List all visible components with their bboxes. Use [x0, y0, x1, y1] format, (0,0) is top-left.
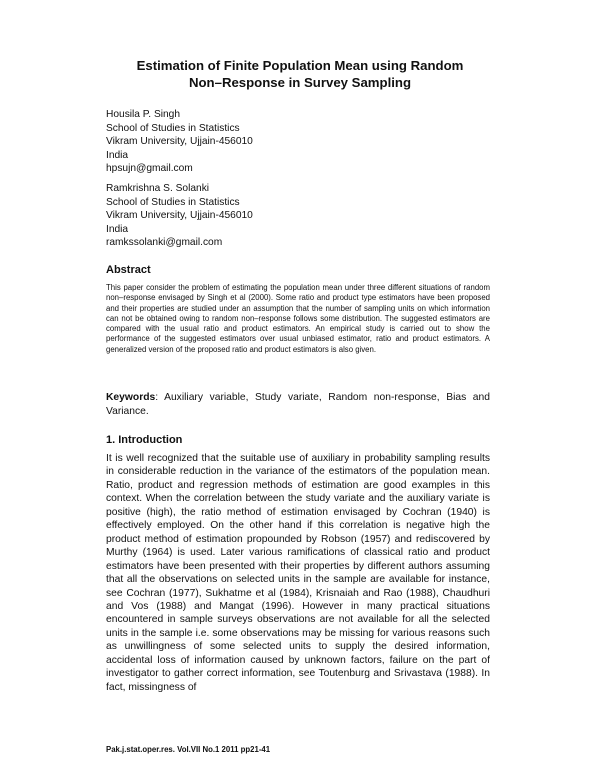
- author-block-1: [106, 108, 406, 176]
- author-university: Vikram University, Ujjain-456010: [106, 210, 253, 222]
- journal-footer: Pak.j.stat.oper.res. Vol.VII No.1 2011 pp21-41: [106, 745, 271, 754]
- author-department: School of Studies in Statistics: [106, 122, 240, 134]
- author-email: hpsujn@gmail.com: [106, 163, 193, 175]
- section-heading-introduction: 1. Introduction: [106, 434, 183, 446]
- paper-title-line-1: Estimation of Finite Population Mean using Random: [136, 58, 464, 73]
- abstract-text: This paper consider the problem of estimating the population mean under three different situations of random non–response envisaged by Singh et al (2000). Some ratio and product type estimators have been proposed and their properties are studied under an assumption that the number of sampling units on which information can not be obtained owing to random non–response follows some distribution. The suggested estimators are compared with the usual ratio and product estimators. An empirical study is carried out to show the performance of the suggested estimators over usual unbiased estimator, ratio and product estimators. A generalized version of the proposed ratio and product estimators is also given.: [106, 283, 490, 354]
- author-block-2: [106, 182, 406, 250]
- keywords-paragraph: [106, 391, 490, 418]
- paper-title-line-2: Non–Response in Survey Sampling: [188, 75, 412, 90]
- keywords-text: : Auxiliary variable, Study variate, Random non-response, Bias and Variance.: [106, 392, 490, 417]
- author-name: Housila P. Singh: [106, 109, 181, 120]
- keywords-label: Keywords: [106, 392, 156, 403]
- author-name: Ramkrishna S. Solanki: [106, 183, 210, 194]
- author-country: India: [106, 223, 129, 235]
- introduction-text: It is well recognized that the suitable use of auxiliary in probability sampling results in considerable reduction in the variance of the estimators of the population mean. Ratio, product and regression methods of estimation are good examples in this context. When the correlation between the study variate and the auxiliary variate is positive (high), the ratio method of estimation envisaged by Cochran (1940) is effectively employed. On the other hand if this correlation is negative high the product method of estimation propounded by Robson (1957) and rediscovered by Murthy (1964) is used. Later various ramifications of classical ratio and product estimators have been presented with their properties by different authors assuming that all the observations on selected units in the sample are available for instance, see Cochran (1977), Sukhatme et al (1984), Krisnaiah and Rao (1988), Chaudhuri and Vos (1988) and Mangat (1996). However in many practical situations encountered in sample surveys observations are not available for all the selected units in the sample i.e. some observations may be missing for various reasons such as unwillingness of some selected units to supply the desired information, accidental loss of information caused by unknown factors, failure on the part of investigator to gather correct information, see Toutenburg and Srivastava (1988). In fact, missingness of: [106, 453, 490, 693]
- abstract-heading: Abstract: [106, 264, 151, 276]
- author-country: India: [106, 149, 129, 161]
- author-university: Vikram University, Ujjain-456010: [106, 136, 253, 148]
- author-department: School of Studies in Statistics: [106, 196, 240, 208]
- author-email: ramkssolanki@gmail.com: [106, 237, 223, 249]
- paper-title: [0, 57, 600, 91]
